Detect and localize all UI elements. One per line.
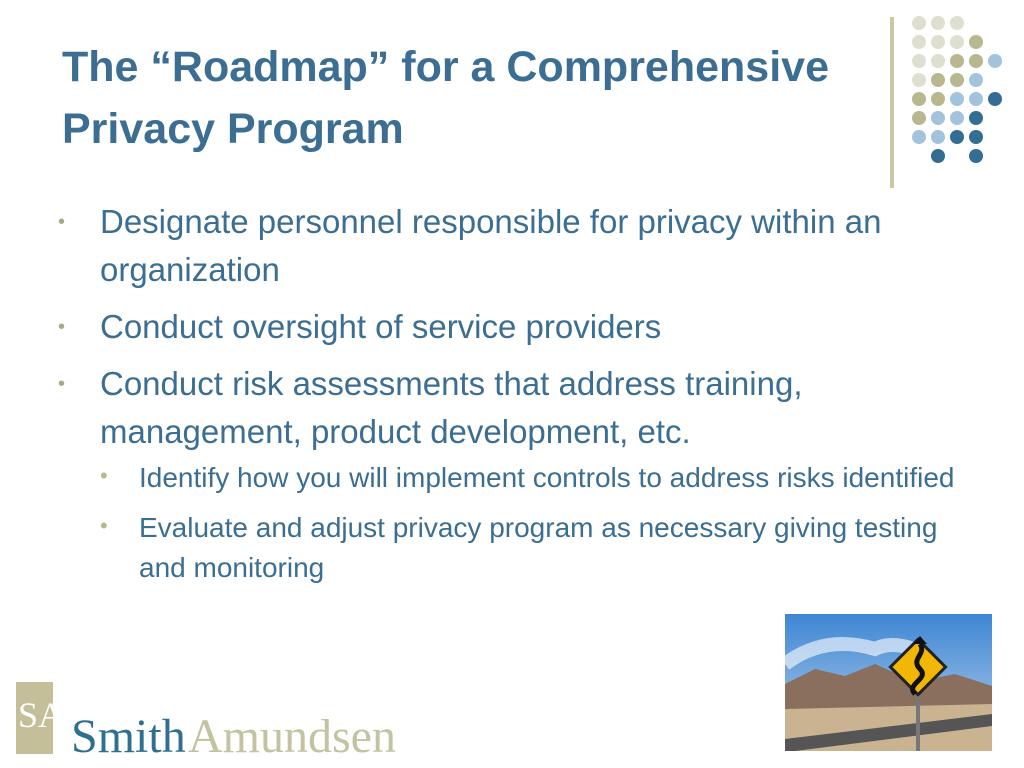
smithamundsen-logo: [16, 682, 406, 762]
decorative-dot: [912, 111, 926, 125]
svg-text:SA: SA: [18, 695, 65, 735]
decorative-dot: [988, 54, 1002, 68]
decorative-divider: [890, 17, 894, 188]
decorative-dot: [931, 111, 945, 125]
bullet-item: • Conduct oversight of service providers: [58, 303, 958, 351]
decorative-dot: [969, 111, 983, 125]
svg-text:Smith: Smith: [71, 710, 186, 757]
decorative-dot: [950, 54, 964, 68]
sub-bullet-item: • Identify how you will implement controls to address risks identified: [58, 458, 958, 498]
decorative-dot: [912, 54, 926, 68]
decorative-dot: [988, 92, 1002, 106]
decorative-dot: [931, 149, 945, 163]
decorative-dot: [969, 92, 983, 106]
bullet-list: [58, 198, 958, 598]
decorative-dot: [931, 16, 945, 30]
decorative-dot: [912, 35, 926, 49]
sub-bullet-item: • Evaluate and adjust privacy program as necessary giving testing and monitoring: [58, 508, 958, 588]
decorative-dot: [950, 35, 964, 49]
decorative-dot: [950, 111, 964, 125]
decorative-dot: [950, 92, 964, 106]
bullet-item: • Conduct risk assessments that address training, management, product development, etc.: [58, 360, 958, 456]
decorative-dot: [931, 35, 945, 49]
decorative-dot: [969, 149, 983, 163]
decorative-dot: [912, 16, 926, 30]
decorative-dot: [912, 130, 926, 144]
decorative-dot: [950, 16, 964, 30]
decorative-dot: [969, 54, 983, 68]
decorative-dot: [969, 130, 983, 144]
svg-text:Amundsen: Amundsen: [188, 710, 396, 757]
decorative-dot: [950, 130, 964, 144]
decorative-dot: [969, 73, 983, 87]
decorative-dot: [969, 35, 983, 49]
decorative-dot: [912, 73, 926, 87]
winding-road-sign-photo: [785, 614, 992, 751]
decorative-dot: [950, 73, 964, 87]
decorative-dot: [931, 73, 945, 87]
decorative-dot: [912, 92, 926, 106]
bullet-item: • Designate personnel responsible for privacy within an organization: [58, 198, 958, 294]
decorative-dot: [931, 54, 945, 68]
slide-title: The “Roadmap” for a Comprehensive Privacy Program: [62, 43, 829, 153]
decorative-dot: [931, 92, 945, 106]
decorative-dot: [931, 130, 945, 144]
